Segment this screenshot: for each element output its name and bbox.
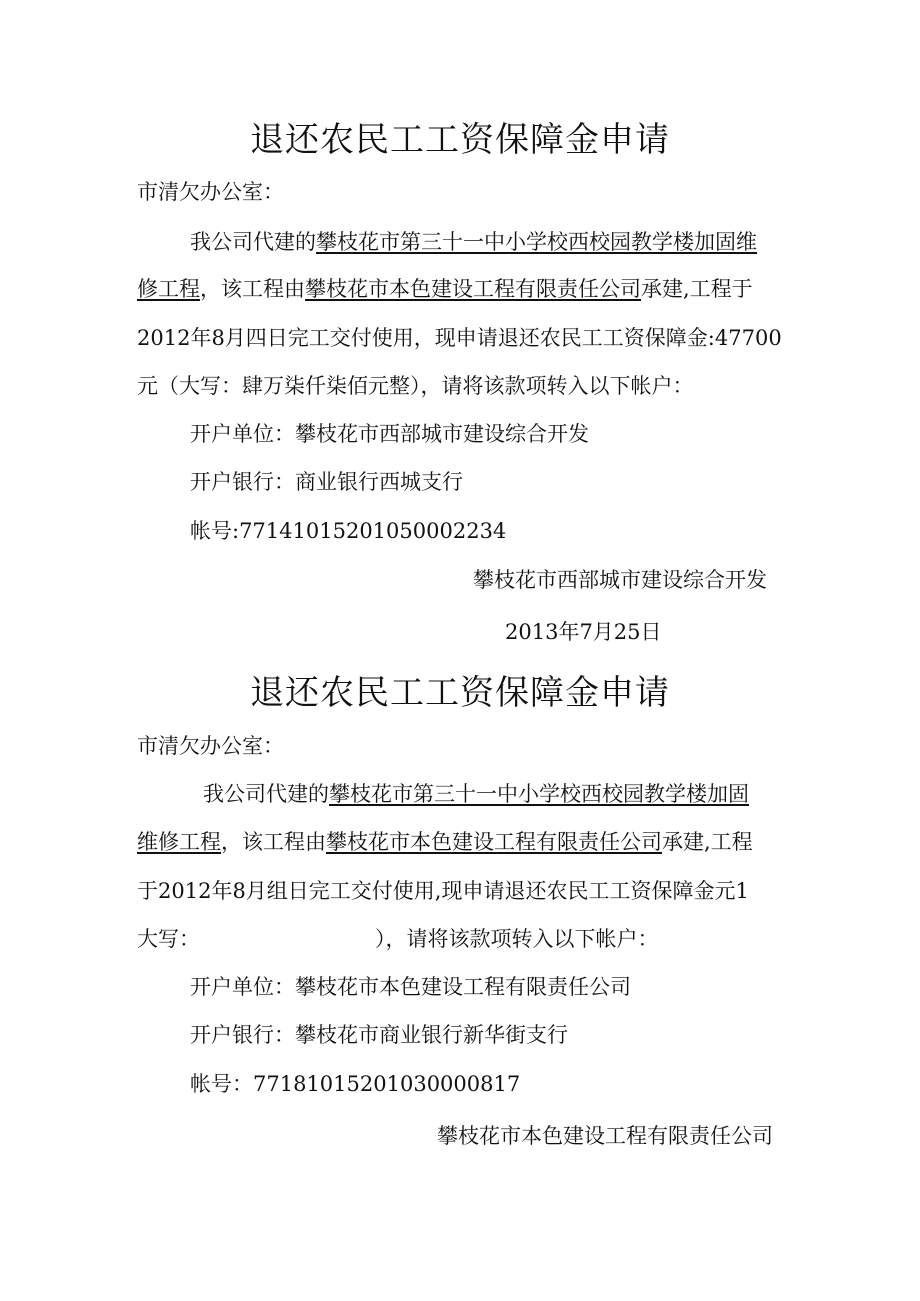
letter1-text: 我公司代建的 [190,230,316,254]
letter2-contractor: 攀枝花市本色建设工程有限责任公司 [326,830,662,854]
letter2-body-line3: 于2012年8月组日完工交付使用,现申请退还农民工工资保障金元1 [137,879,749,903]
letter1-addressee: 市清欠办公室： [137,180,284,204]
letter2-text: ），请将该款项转入以下帐户： [375,927,659,951]
letter2-account-unit: 开户单位：攀枝花市本色建设工程有限责任公司 [190,975,631,999]
letter1-signature: 攀枝花市西部城市建设综合开发 [473,568,767,592]
letter1-account-bank: 开户银行：商业银行西城支行 [190,470,463,494]
letter1-body-line3: 2012年8月四日完工交付使用，现申请退还农民工工资保障金:47700 [137,326,782,350]
letter1-date: 2013年7月25日 [505,620,662,644]
letter1-text: 承建,工程于 [641,277,753,301]
letter2-project-name: 攀枝花市第三十一中小学校西校园教学楼加固 [329,782,749,806]
letter1-account-unit: 开户单位：攀枝花市西部城市建设综合开发 [190,422,589,446]
letter2-body-line1 [203,778,749,808]
letter1-project-name-cont: 修工程 [137,277,200,301]
letter1-body-line4: 元（大写：肆万柒仟柒佰元整），请将该款项转入以下帐户： [137,374,694,398]
letter2-text: 承建,工程 [662,830,753,854]
letter2-signature: 攀枝花市本色建设工程有限责任公司 [437,1124,773,1148]
letter2-text: ，该工程由 [221,830,326,854]
letter2-text: 我公司代建的 [203,782,329,806]
letter1-account-number: 帐号:77141015201050002234 [190,519,507,543]
letter2-body-line2 [137,826,753,856]
letter1-body-line1 [190,226,757,256]
letter1-contractor: 攀枝花市本色建设工程有限责任公司 [305,277,641,301]
letter2-addressee: 市清欠办公室： [137,734,284,758]
letter1-text: ，该工程由 [200,277,305,301]
letter2-account-number: 帐号：77181015201030000817 [190,1072,521,1096]
letter1-project-name: 攀枝花市第三十一中小学校西校园教学楼加固维 [316,230,757,254]
letter2-account-bank: 开户银行：攀枝花市商业银行新华街支行 [190,1023,568,1047]
letter2-title: 退还农民工工资保障金申请 [250,673,670,713]
letter1-body-line2 [137,273,753,303]
letter2-body-line4 [137,923,659,953]
letter2-text: 大写： [137,927,200,951]
letter1-title: 退还农民工工资保障金申请 [250,120,670,160]
letter2-project-name-cont: 维修工程 [137,830,221,854]
